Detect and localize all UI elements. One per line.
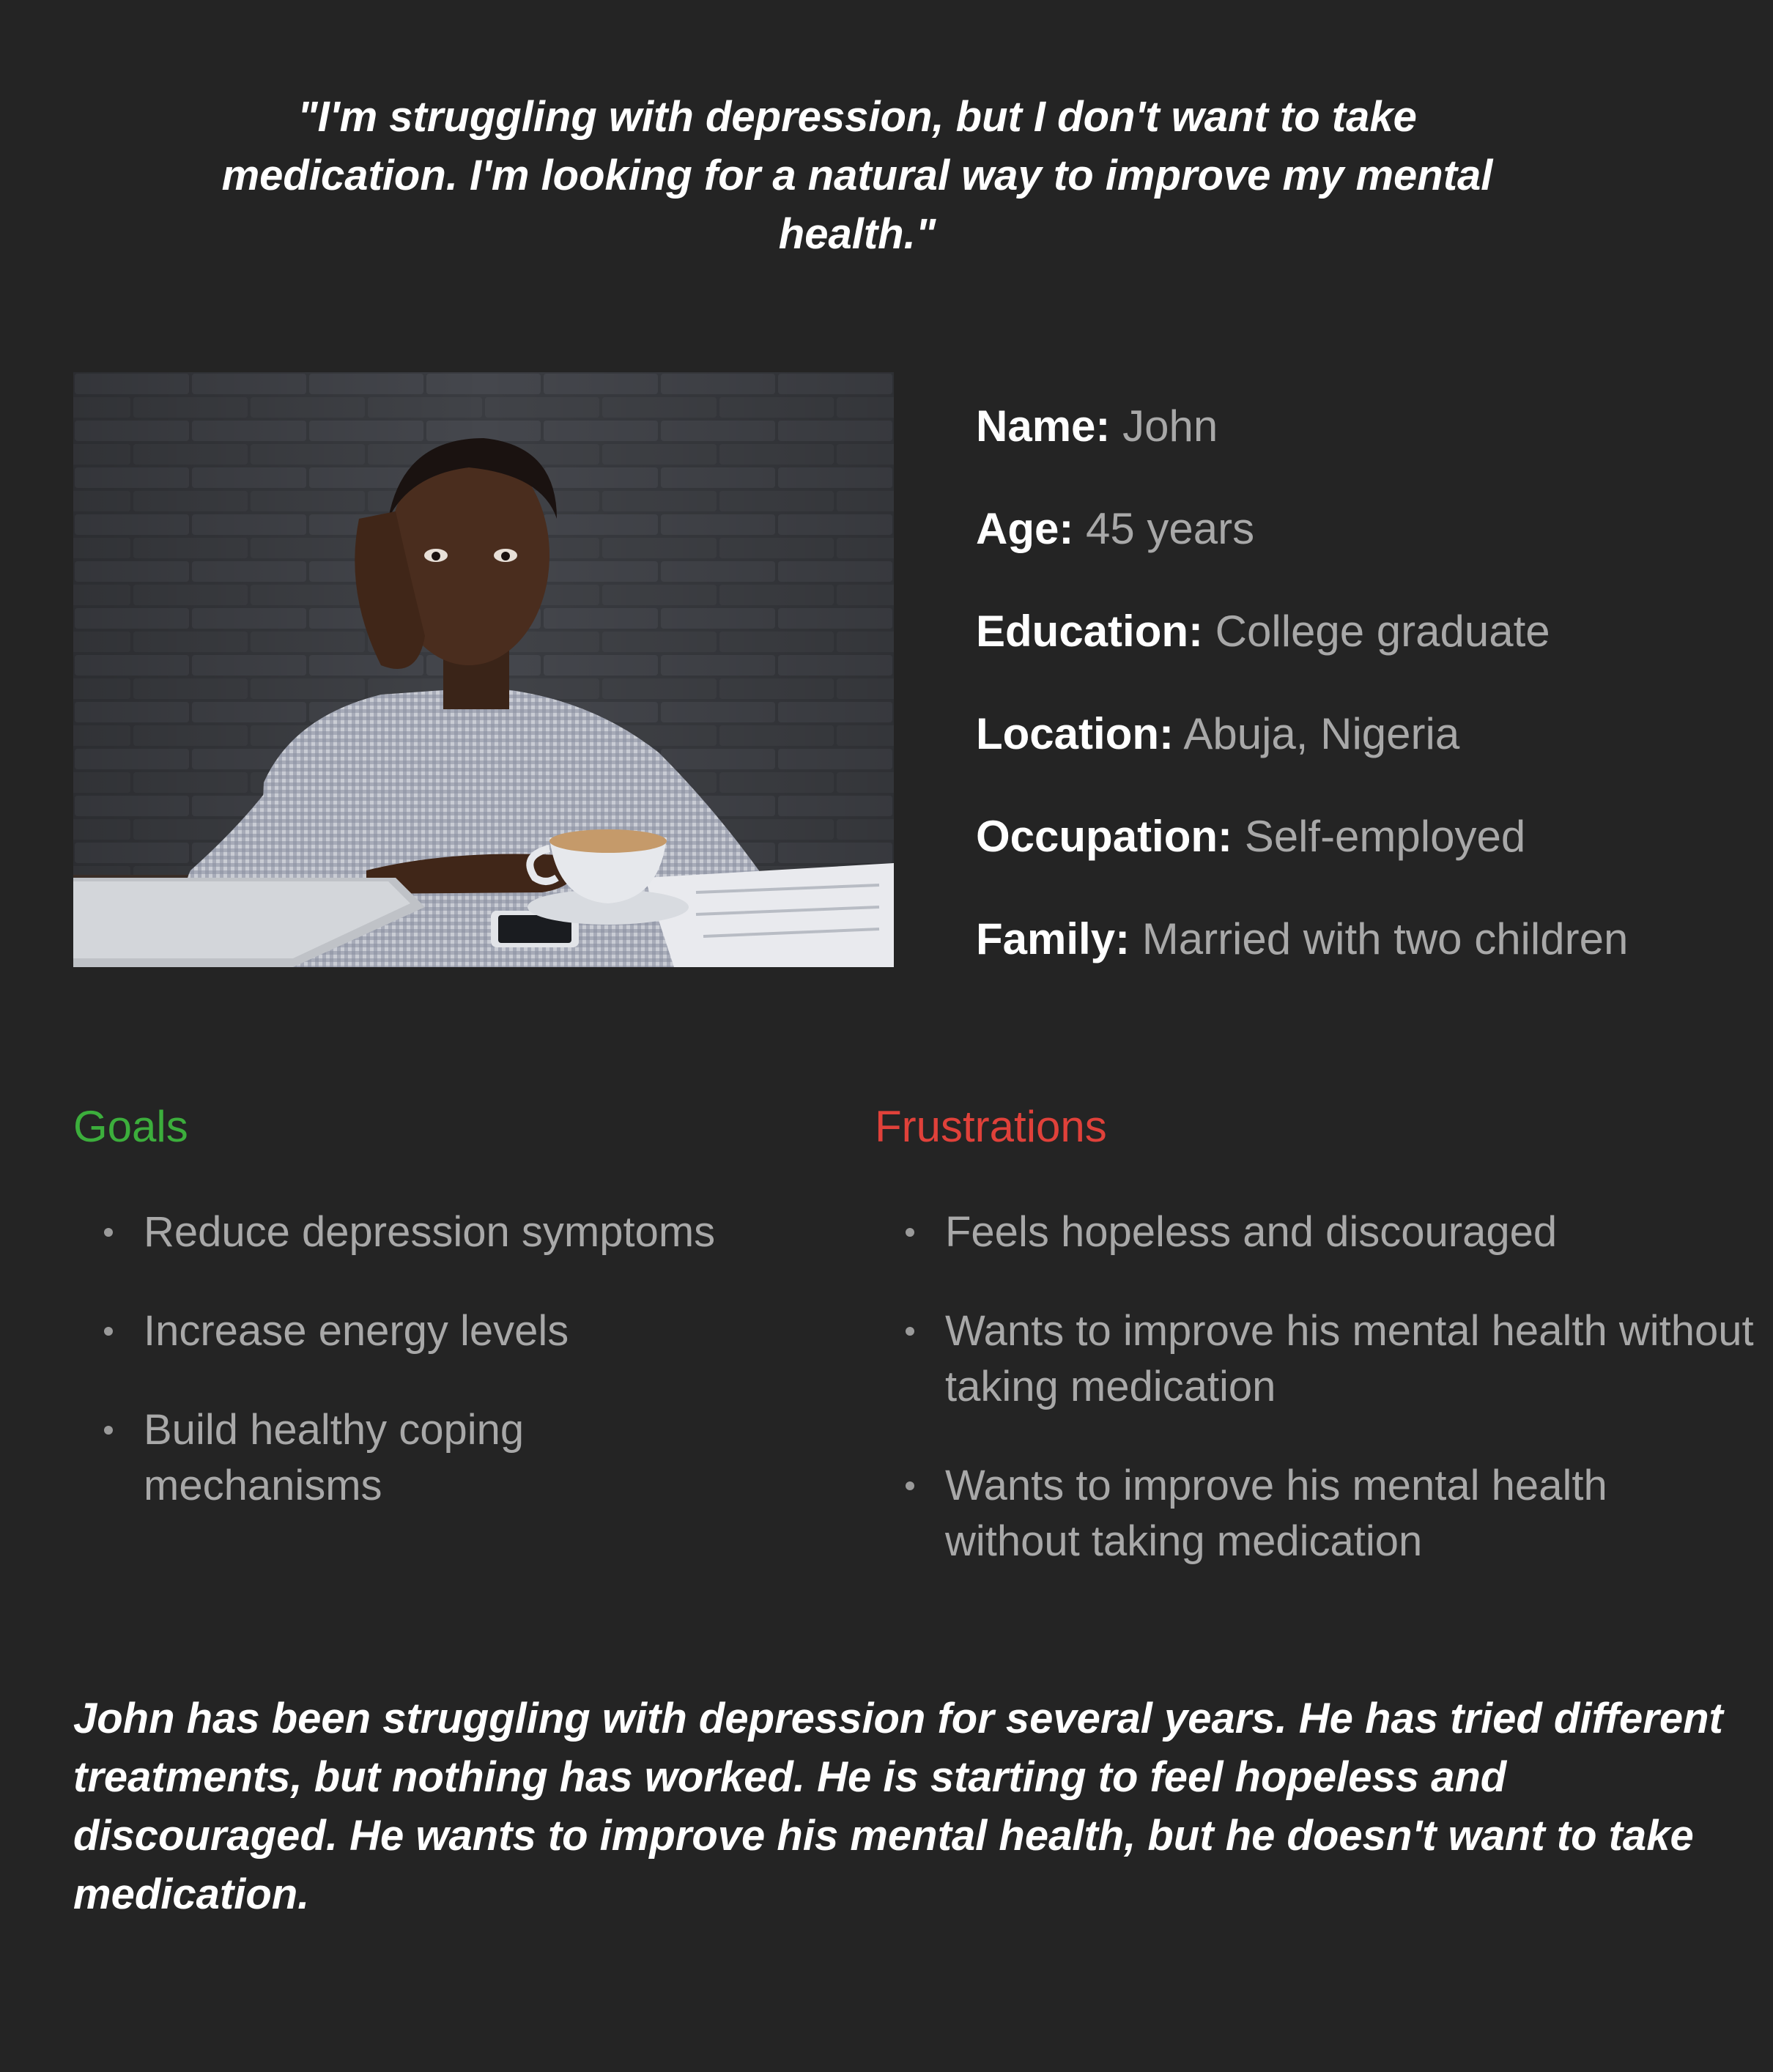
- attr-location: [976, 703, 1752, 806]
- attr-education-label: Education:: [976, 607, 1203, 656]
- persona-attributes: [976, 396, 1752, 1011]
- persona-photo: [73, 372, 894, 967]
- list-item: [73, 1205, 806, 1260]
- list-item: [73, 1303, 806, 1359]
- attr-occupation-value: Self-employed: [1244, 812, 1526, 861]
- attr-family: [976, 909, 1752, 1011]
- attr-education-value: College graduate: [1215, 607, 1550, 656]
- attr-name-label: Name:: [976, 402, 1111, 451]
- frustrations-section: [875, 1092, 1754, 1613]
- bullet-icon: [906, 1228, 914, 1237]
- attr-age: [976, 498, 1752, 601]
- frustrations-heading: Frustrations: [875, 1102, 1107, 1151]
- attr-family-value: Married with two children: [1141, 914, 1629, 963]
- attr-occupation-label: Occupation:: [976, 812, 1233, 861]
- list-item: [73, 1402, 806, 1514]
- goal-text: Reduce depression symptoms: [144, 1208, 716, 1256]
- attr-location-value: Abuja, Nigeria: [1183, 709, 1460, 758]
- bullet-icon: [906, 1327, 914, 1336]
- persona-photo-illustration: [73, 372, 894, 967]
- attr-occupation: [976, 806, 1752, 909]
- bullet-icon: [104, 1228, 113, 1237]
- goals-heading: Goals: [73, 1102, 188, 1151]
- attr-family-label: Family:: [976, 914, 1130, 963]
- frustration-text: Feels hopeless and discouraged: [945, 1208, 1558, 1256]
- goal-text: Build healthy coping mechanisms: [144, 1406, 525, 1509]
- attr-name-value: John: [1122, 402, 1218, 451]
- persona-quote: "I'm struggling with depression, but I don't want to take medication. I'm looking for a natural way to improve my mental health.": [221, 93, 1493, 258]
- goals-list: [73, 1205, 806, 1514]
- persona-story: John has been struggling with depression for several years. He has tried different treatments, but nothing has worked. He is starting to feel hopeless and discouraged. He wants to improve his mental health, but he doesn't want to take medication.: [73, 1695, 1723, 1918]
- bullet-icon: [104, 1426, 113, 1435]
- bullet-icon: [104, 1327, 113, 1336]
- list-item: [875, 1458, 1754, 1569]
- attr-education: [976, 601, 1752, 703]
- goal-text: Increase energy levels: [144, 1307, 569, 1355]
- list-item: [875, 1303, 1754, 1415]
- bullet-icon: [906, 1481, 914, 1490]
- attr-age-value: 45 years: [1086, 504, 1255, 553]
- frustrations-list: [875, 1205, 1754, 1569]
- list-item: [875, 1205, 1754, 1260]
- goals-section: [73, 1092, 806, 1557]
- attr-location-label: Location:: [976, 709, 1174, 758]
- attr-name: [976, 396, 1752, 498]
- frustration-text: Wants to improve his mental health without taking medication: [945, 1462, 1607, 1565]
- frustration-text: Wants to improve his mental health without taking medication: [945, 1307, 1754, 1410]
- attr-age-label: Age:: [976, 504, 1074, 553]
